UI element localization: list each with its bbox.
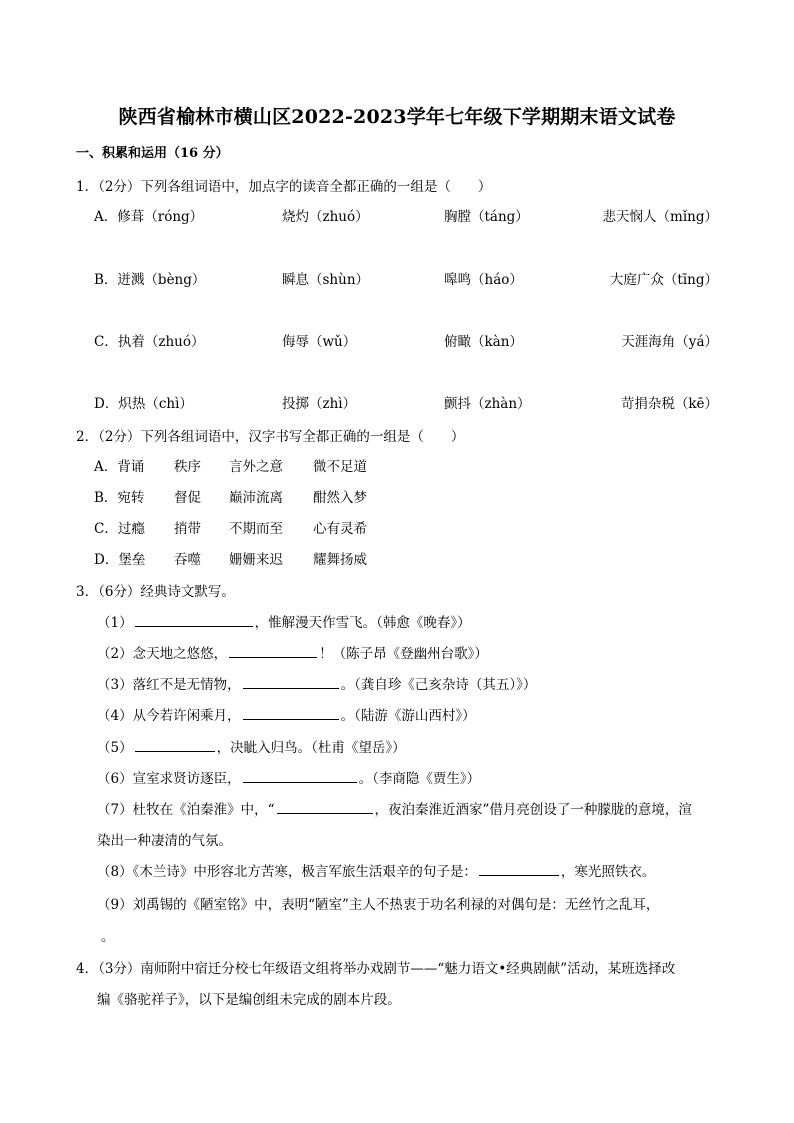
option-letter: B． (94, 272, 118, 288)
q3-item-8 (97, 860, 655, 880)
answer-blank[interactable] (277, 800, 373, 814)
option-word: 天涯海角（yá） (621, 334, 718, 350)
line-prefix: （2）念天地之悠悠， (97, 646, 228, 662)
question-4-stem: 4．（3分）南师附中宿迁分校七年级语文组将举办戏剧节——“魅力语文•经典剧献”活动，某班选择改 (76, 961, 676, 977)
option-word: 背诵 (117, 459, 145, 475)
answer-blank[interactable] (135, 613, 253, 627)
line-suffix: 。（陆游《游山西村》） (340, 708, 476, 724)
option-word: 耀舞扬威 (313, 552, 367, 568)
option-word: 修葺（róng） (117, 209, 204, 225)
option-letter: B． (94, 490, 118, 506)
option-word: 不期而至 (229, 521, 283, 537)
question-1-stem: 1．（2分）下列各组词语中，加点字的读音全都正确的一组是（ ） (76, 179, 492, 195)
option-word: 侮辱（wǔ） (282, 334, 357, 350)
line-prefix: （4）从今若许闲乘月， (97, 708, 241, 724)
option-letter: C． (94, 521, 118, 537)
answer-blank[interactable] (229, 644, 317, 658)
option-word: 大庭广众（tīng） (609, 272, 718, 288)
q1-option-b[interactable] (94, 268, 718, 288)
answer-blank[interactable] (243, 706, 339, 720)
line-suffix: 。（李商隐《贾生》） (358, 771, 481, 787)
option-word: 堡垒 (118, 552, 146, 568)
option-word: 瞬息（shùn） (282, 272, 370, 288)
line-suffix: ，夜泊秦淮近酒家”借月亮创设了一种朦胧的意境，渲 (374, 802, 692, 818)
option-word: 捎带 (174, 521, 201, 537)
option-word: 酣然入梦 (313, 490, 367, 506)
q1-option-d[interactable] (94, 392, 718, 412)
q2-option-a[interactable] (94, 455, 367, 475)
option-word: 颤抖（zhàn） (444, 396, 531, 412)
option-word: 秩序 (174, 459, 201, 475)
line-prefix: （7）杜牧在《泊秦淮》中，“ (97, 802, 275, 818)
page-title: 陕西省榆林市横山区2022-2023学年七年级下学期期末语文试卷 (118, 106, 676, 128)
q1-option-c[interactable] (94, 330, 718, 350)
q3-item-2 (97, 642, 488, 662)
line-suffix: ，惟解漫天作雪飞。（韩愈《晚春》） (254, 615, 471, 631)
option-word: 苛捐杂税（kē） (620, 396, 718, 412)
option-word: 悲天悯人（mǐng） (602, 209, 718, 225)
line-suffix: ，决眦入归鸟。（杜甫《望岳》） (216, 740, 406, 756)
line-prefix: （6）宣室求贤访逐臣， (97, 771, 241, 787)
q3-item-6 (97, 767, 480, 787)
line-suffix: ，寒光照铁衣。 (560, 864, 656, 880)
answer-blank[interactable] (479, 862, 559, 876)
question-2-stem: 2．（2分）下列各组词语中，汉字书写全都正确的一组是（ ） (76, 429, 465, 445)
option-word: 过瘾 (117, 521, 145, 537)
option-word: 迸溅（bèng） (117, 272, 206, 288)
q3-item-7-continued: 染出一种凄清的气氛。 (97, 833, 232, 849)
q3-item-4 (97, 704, 476, 724)
q3-item-9-continued (97, 925, 115, 945)
option-word: 宛转 (117, 490, 145, 506)
option-word: 微不足道 (313, 459, 367, 475)
option-letter: D． (94, 396, 119, 412)
line-prefix: （5） (97, 740, 133, 756)
option-letter: C． (94, 334, 118, 350)
option-word: 吞噬 (174, 552, 201, 568)
answer-blank[interactable] (243, 675, 339, 689)
line-suffix: 。 (101, 929, 115, 945)
line-prefix: （1） (97, 615, 133, 631)
question-3-stem: 3．（6分）经典诗文默写。 (76, 584, 235, 600)
option-word: 执着（zhuó） (117, 334, 205, 350)
option-word: 嗥鸣（háo） (444, 272, 523, 288)
q3-item-3 (97, 673, 536, 693)
line-prefix: （8）《木兰诗》中形容北方苦寒，极言军旅生活艰辛的句子是： (97, 864, 477, 880)
option-word: 胸膛（táng） (444, 209, 529, 225)
option-word: 投掷（zhì） (282, 396, 357, 412)
q3-item-7 (97, 798, 692, 818)
option-letter: A． (94, 209, 118, 225)
q2-option-d[interactable] (94, 548, 367, 568)
q2-option-c[interactable] (94, 517, 367, 537)
q1-option-a[interactable] (94, 205, 718, 225)
question-4-stem-continued: 编《骆驼祥子》，以下是编创组未完成的剧本片段。 (97, 992, 401, 1008)
option-word: 言外之意 (229, 459, 283, 475)
option-word: 炽热（chì） (118, 396, 193, 412)
section-heading: 一、积累和运用（16 分） (76, 146, 229, 161)
option-word: 心有灵希 (313, 521, 367, 537)
q2-option-b[interactable] (94, 486, 367, 506)
line-prefix: （3）落红不是无情物， (97, 677, 241, 693)
q3-item-1 (97, 611, 471, 631)
answer-blank[interactable] (243, 769, 357, 783)
option-word: 俯瞰（kàn） (444, 334, 523, 350)
option-word: 姗姗来迟 (229, 552, 283, 568)
q3-item-9: （9）刘禹锡的《陋室铭》中，表明“陋室”主人不热衷于功名利禄的对偶句是：无丝竹之乱耳， (97, 897, 660, 913)
option-letter: D． (94, 552, 119, 568)
line-suffix: ！（陈子昂《登幽州台歌》） (319, 646, 488, 662)
option-word: 督促 (174, 490, 201, 506)
option-word: 巅沛流离 (229, 490, 283, 506)
option-letter: A． (94, 459, 118, 475)
q3-item-5 (97, 736, 406, 756)
line-suffix: 。（龚自珍《己亥杂诗（其五）》） (340, 677, 537, 693)
option-word: 烧灼（zhuó） (282, 209, 369, 225)
answer-blank[interactable] (135, 738, 215, 752)
